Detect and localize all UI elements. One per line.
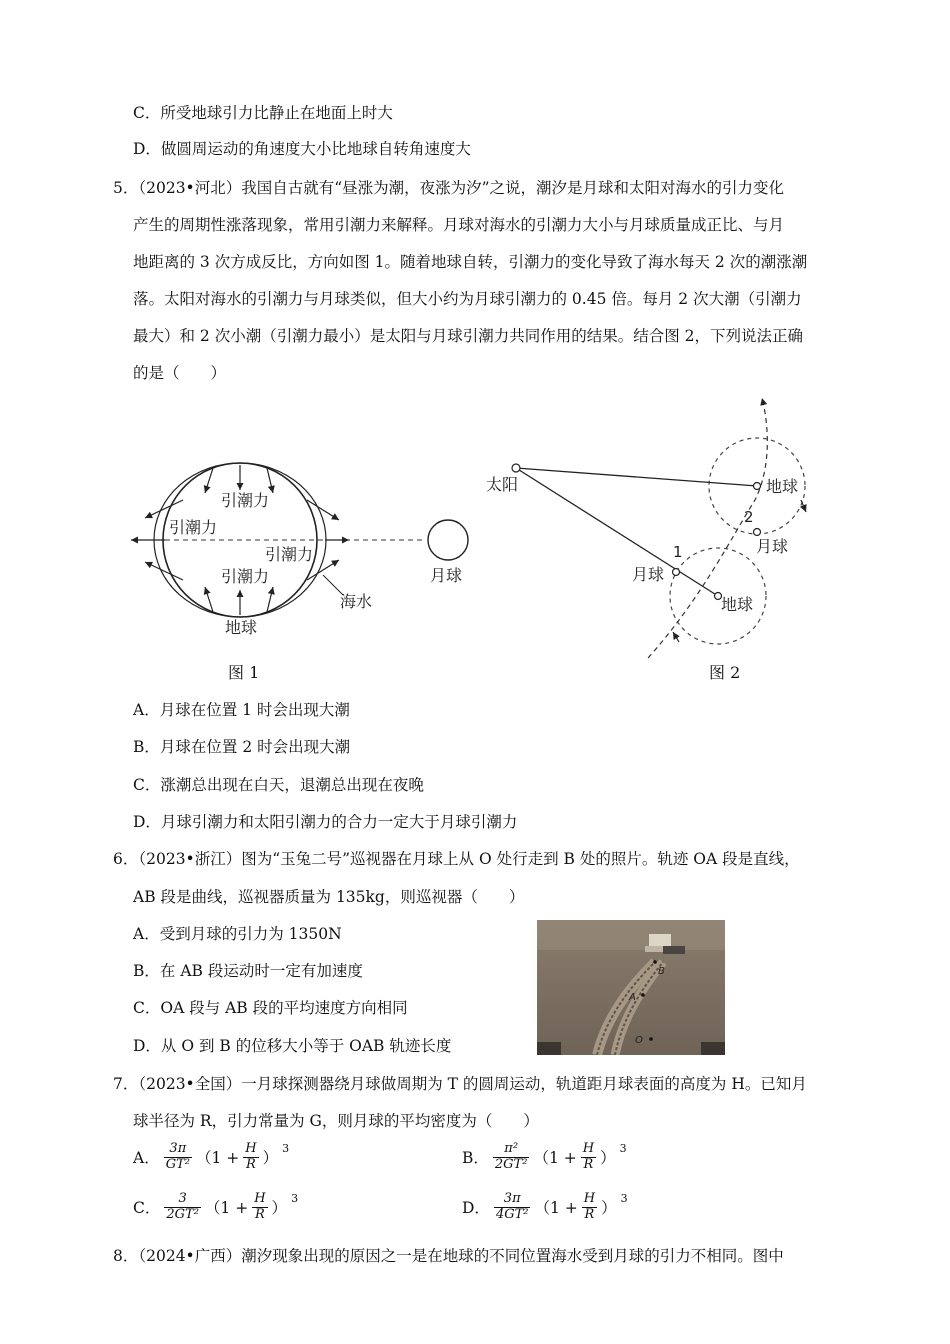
fig2-label-earth-bottom: 地球 <box>721 595 754 614</box>
photo-label-o: O <box>635 1035 643 1046</box>
q5-stem-line-6: 的是（ ） <box>133 364 227 382</box>
q5-option-d: D．月球引潮力和太阳引潮力的合力一定大于月球引潮力 <box>133 813 518 831</box>
figure-2-sun-earth-moon-diagram <box>470 390 830 670</box>
fig2-label-moon-1: 月球 <box>632 565 665 584</box>
fig1-label-moon: 月球 <box>430 566 463 585</box>
q5-stem-line-3: 地距离的 3 次方成反比，方向如图 1。随着地球自转，引潮力的变化导致了海水每天 2 次的潮涨潮 <box>133 253 808 271</box>
fig1-label-tidal-right: 引潮力 <box>265 545 314 564</box>
figure-2-caption: 图 2 <box>709 663 741 682</box>
q6-stem-line-1: 6．（2023•浙江）图为“玉兔二号”巡视器在月球上从 O 处行走到 B 处的照片。轨迹 OA 段是直线， <box>113 850 800 868</box>
fig1-label-earth: 地球 <box>225 618 258 637</box>
q7-stem-line-1: 7．（2023•全国）一月球探测器绕月球做周期为 T 的圆周运动，轨道距月球表面的高度为 H。已知月 <box>113 1075 807 1093</box>
fig2-label-moon-2: 月球 <box>756 537 789 556</box>
q7-option-b: B． $\frac{\text{π²}}{\text{2GT²}}$ （1 + $\frac{H}{R}$ ） 3 <box>462 1141 627 1172</box>
q5-stem-line-2: 产生的周期性涨落现象，常用引潮力来解释。月球对海水的引潮力大小与月球质量成正比、与月 <box>133 216 785 234</box>
q7-option-d: D． $\frac{3\pi}{\text{4GT²}}$ （1 + $\frac{H}{R}$ ） 3 <box>462 1191 628 1222</box>
q6-option-a: A．受到月球的引力为 1350N <box>133 925 342 943</box>
fig2-label-position-1: 1 <box>673 543 683 561</box>
q5-option-a: A．月球在位置 1 时会出现大潮 <box>133 701 350 719</box>
fig2-label-position-2: 2 <box>744 508 754 526</box>
q7-stem-line-2: 球半径为 R，引力常量为 G，则月球的平均密度为（ ） <box>133 1112 539 1130</box>
fig1-label-tidal-bottom: 引潮力 <box>221 567 270 586</box>
q6-option-b: B．在 AB 段运动时一定有加速度 <box>133 962 363 980</box>
q4-option-d: D．做圆周运动的角速度大小比地球自转角速度大 <box>133 140 471 158</box>
q6-option-c: C．OA 段与 AB 段的平均速度方向相同 <box>133 999 408 1017</box>
moon-point-2 <box>754 529 761 536</box>
q8-stem-line-1: 8．（2024•广西）潮汐现象出现的原因之一是在地球的不同位置海水受到月球的引力不相同。图中 <box>113 1247 784 1265</box>
fig2-label-earth-top: 地球 <box>766 477 799 496</box>
q5-stem-line-4: 落。太阳对海水的引潮力与月球类似，但大小约为月球引潮力的 0.45 倍。每月 2 次大潮（引潮力 <box>133 290 802 308</box>
fig2-label-sun: 太阳 <box>486 475 519 494</box>
q6-option-d: D．从 O 到 B 的位移大小等于 OAB 轨迹长度 <box>133 1037 452 1055</box>
figure-1-tidal-force-diagram <box>125 445 485 645</box>
q7-option-c: C． $\frac{3}{\text{2GT²}}$ （1 + $\frac{H}{R}$ ） 3 <box>133 1191 299 1222</box>
photo-label-a: A <box>629 992 636 1003</box>
fig1-label-tidal-top: 引潮力 <box>221 491 270 510</box>
q5-stem-line-1: 5．（2023•河北）我国自古就有“昼涨为潮，夜涨为汐”之说，潮汐是月球和太阳对海水的引力变化 <box>113 179 785 197</box>
photo-label-b: B <box>658 966 665 977</box>
moon-circle <box>428 520 468 560</box>
fig1-label-seawater: 海水 <box>340 592 373 611</box>
q7-option-a: A． $\frac{3\pi}{\text{GT²}}$ （1 + $\frac{H}{R}$ ） 3 <box>133 1141 290 1172</box>
fig1-label-tidal-left: 引潮力 <box>169 518 218 537</box>
q5-option-c: C．涨潮总出现在白天，退潮总出现在夜晚 <box>133 776 424 794</box>
sun-point <box>512 464 520 472</box>
rover-track-photo <box>537 920 725 1055</box>
figure-1-caption: 图 1 <box>228 663 260 682</box>
moon-point-1 <box>673 569 680 576</box>
earth-point-top <box>754 483 761 490</box>
q4-option-c: C．所受地球引力比静止在地面上时大 <box>133 104 393 122</box>
q5-option-b: B．月球在位置 2 时会出现大潮 <box>133 738 351 756</box>
q6-stem-line-2: AB 段是曲线，巡视器质量为 135kg，则巡视器（ ） <box>133 888 525 906</box>
q5-stem-line-5: 最大）和 2 次小潮（引潮力最小）是太阳与月球引潮力共同作用的结果。结合图 2，下列说法正确 <box>133 327 804 345</box>
